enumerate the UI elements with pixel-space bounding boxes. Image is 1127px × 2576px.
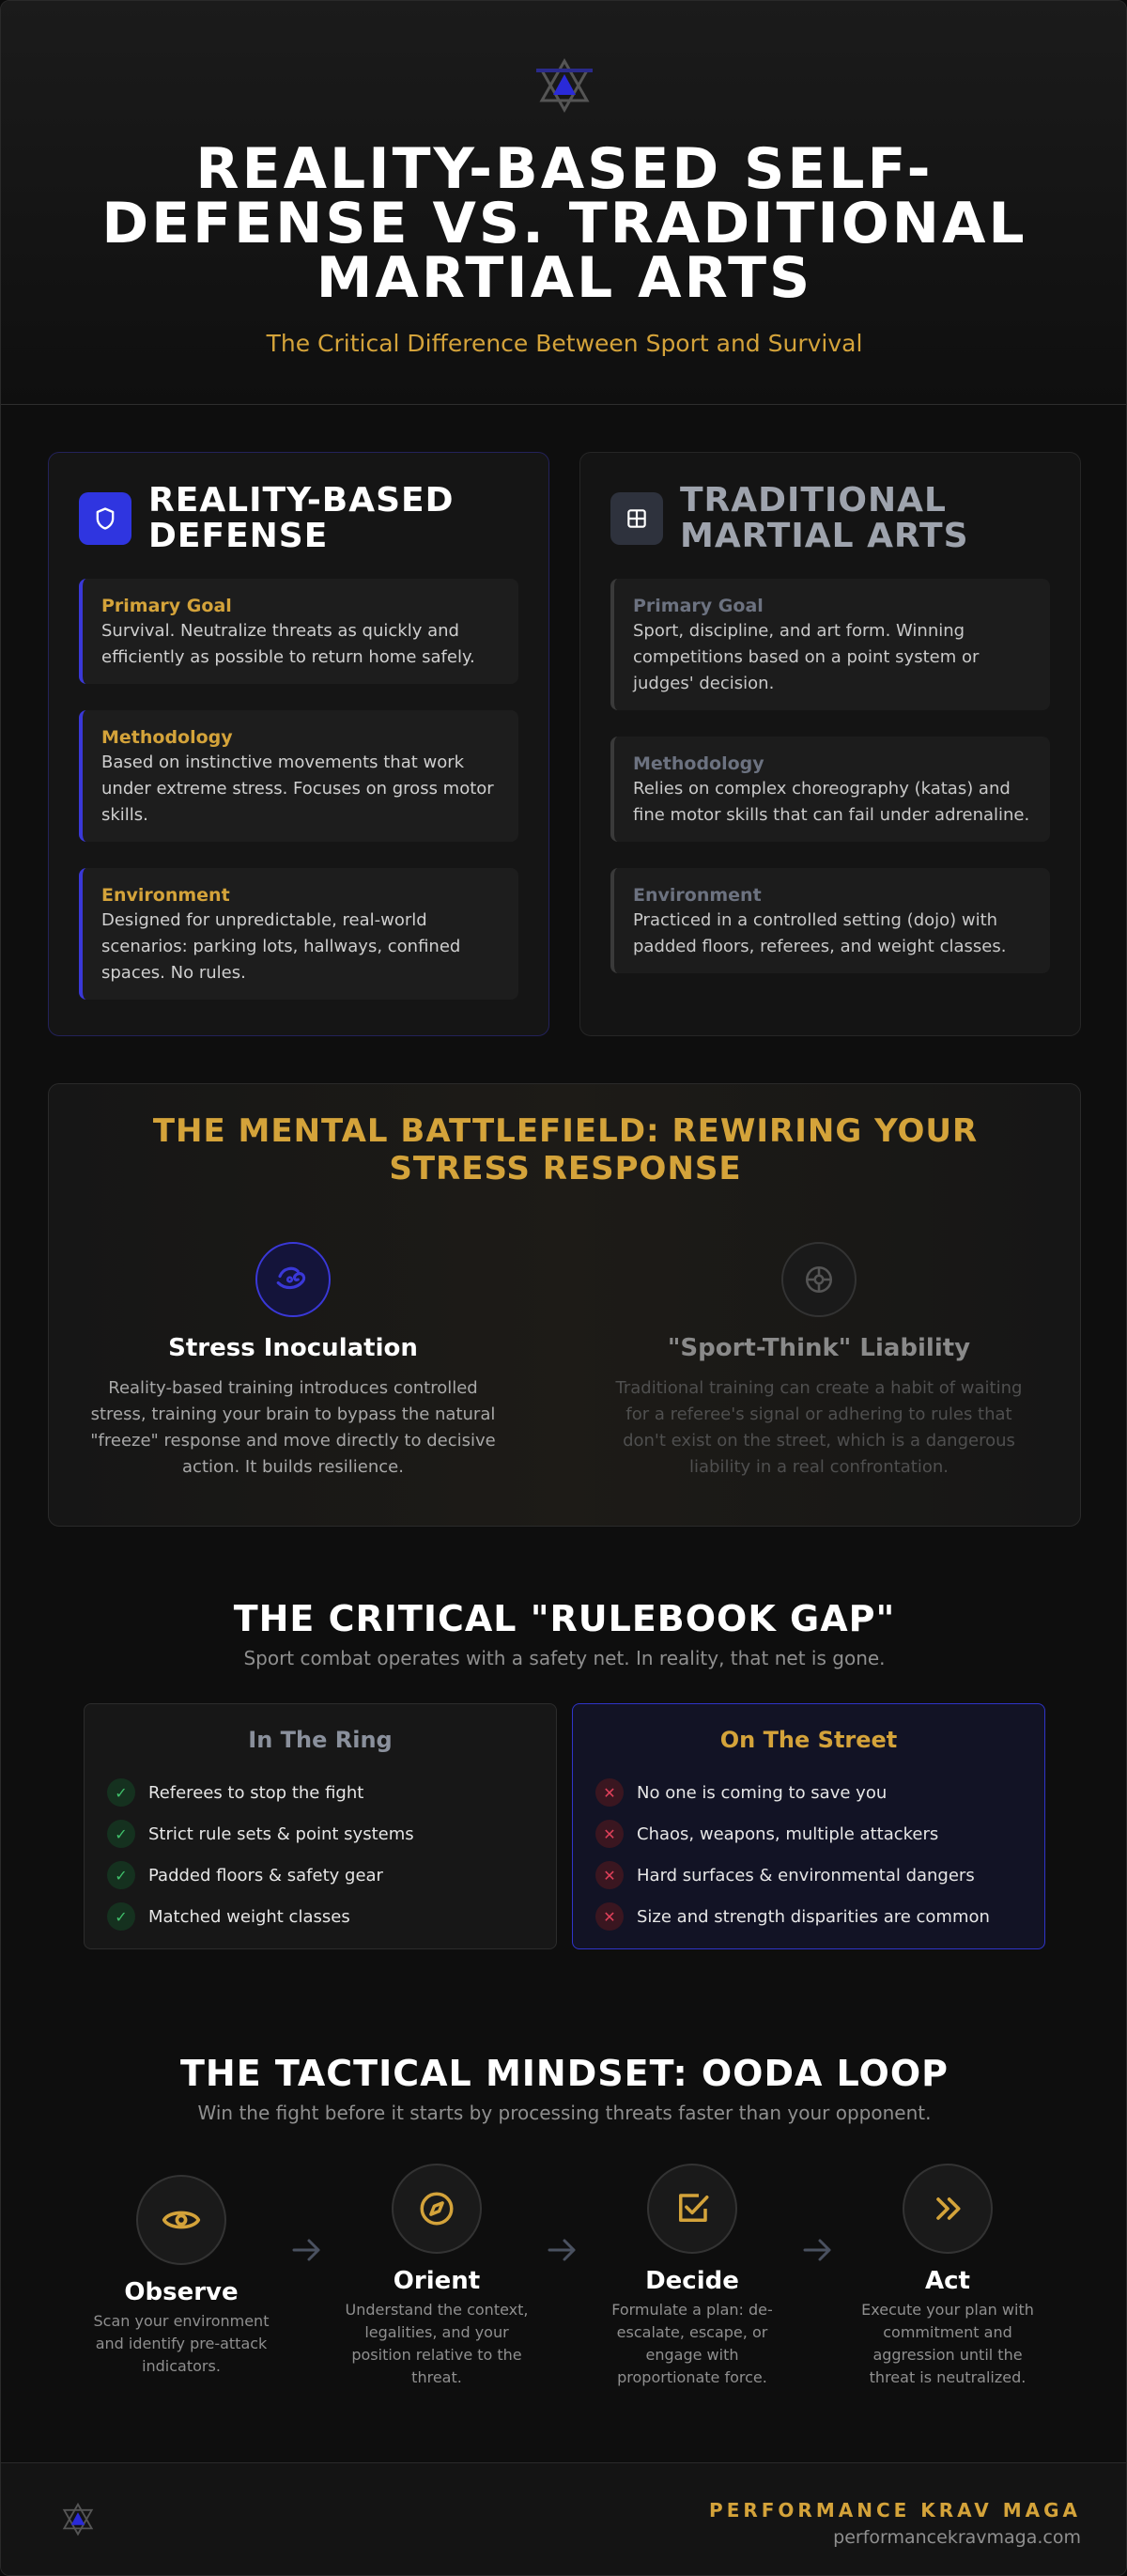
section-subtitle: Sport combat operates with a safety net. In reality, that net is gone. — [243, 1647, 886, 1669]
box-title: In The Ring — [248, 1727, 393, 1753]
fast-forward-icon — [903, 2164, 993, 2254]
check-icon: ✓ — [107, 1861, 135, 1889]
column-title: "Sport-Think" Liability — [667, 1334, 971, 1362]
sport-think-column — [612, 1242, 1026, 1481]
step-title: Act — [925, 2267, 970, 2295]
check-icon: ✓ — [107, 1820, 135, 1848]
street-list — [595, 1772, 990, 1937]
check-icon: ✓ — [107, 1902, 135, 1931]
card-header — [610, 483, 999, 554]
traditional-arts-card — [579, 452, 1081, 1036]
checkbox-icon — [647, 2164, 737, 2254]
brain-wave-icon — [255, 1242, 331, 1317]
list-item-text: Size and strength disparities are common — [637, 1906, 990, 1927]
page-title: REALITY-BASED SELF-DEFENSE VS. TRADITIONAL MARTIAL ARTS — [101, 136, 1027, 311]
item-body: Relies on complex choreography (katas) and fine motor skills that can fail under adrenaline. — [633, 779, 1030, 825]
in-the-ring-box — [84, 1703, 557, 1949]
step-title: Observe — [124, 2278, 239, 2306]
card-title: TRADITIONAL MARTIAL ARTS — [680, 481, 969, 555]
list-item — [107, 1813, 414, 1854]
comparison-item — [610, 737, 1050, 842]
list-item-text: Matched weight classes — [148, 1906, 350, 1927]
step-title: Decide — [645, 2267, 739, 2295]
comparison-item — [79, 579, 518, 684]
item-body: Survival. Neutralize threats as quickly and efficiently as possible to return home safely. — [101, 621, 475, 667]
list-item-text: Referees to stop the fight — [148, 1782, 364, 1803]
list-item-text: No one is coming to save you — [637, 1782, 888, 1803]
comparison-item — [610, 579, 1050, 710]
crosshair-icon — [781, 1242, 857, 1317]
step-title: Orient — [393, 2267, 481, 2295]
cross-icon: ✕ — [595, 1820, 624, 1848]
step-body: Execute your plan with commitment and aggression until the threat is neutralized. — [861, 2301, 1034, 2386]
arrow-right-icon — [290, 2235, 324, 2265]
list-item-text: Padded floors & safety gear — [148, 1865, 383, 1885]
section-title: THE CRITICAL "RULEBOOK GAP" — [233, 1598, 896, 1639]
stress-inoculation-column — [86, 1242, 500, 1481]
column-body: Traditional training can create a habit of waiting for a referee's signal or adhering to rules that don't exist on the street, which is a dangerous liability in a real confrontation. — [615, 1378, 1023, 1477]
list-item — [595, 1813, 990, 1854]
list-item — [595, 1772, 990, 1813]
card-header — [79, 483, 468, 554]
cross-icon: ✕ — [595, 1902, 624, 1931]
section-title: THE MENTAL BATTLEFIELD: REWIRING YOUR STRESS RESPONSE — [152, 1112, 979, 1187]
column-body: Reality-based training introduces controlled stress, training your brain to bypass the natural "freeze" response and move directly to decisive action. It builds resilience. — [90, 1378, 496, 1477]
ooda-step-observe — [87, 2175, 275, 2378]
reality-based-card — [48, 452, 549, 1036]
item-title: Primary Goal — [101, 596, 232, 616]
ooda-step-act — [854, 2164, 1042, 2389]
arrow-right-icon — [801, 2235, 835, 2265]
step-body: Understand the context, legalities, and your position relative to the threat. — [345, 2301, 529, 2386]
list-item-text: Strict rule sets & point systems — [148, 1823, 414, 1844]
footer — [1, 2462, 1127, 2576]
section-subtitle: Win the fight before it starts by processing threats faster than your opponent. — [197, 2102, 932, 2124]
check-icon: ✓ — [107, 1778, 135, 1807]
krav-maga-star-logo — [57, 2501, 99, 2537]
item-body: Sport, discipline, and art form. Winning competitions based on a point system or judges' decision. — [633, 621, 980, 693]
item-body: Based on instinctive movements that work under extreme stress. Focuses on gross motor skills. — [101, 753, 494, 825]
shield-icon — [79, 492, 131, 545]
on-the-street-box — [572, 1703, 1045, 1949]
mental-battlefield-section — [48, 1083, 1081, 1527]
column-title: Stress Inoculation — [168, 1334, 418, 1362]
cross-icon: ✕ — [595, 1861, 624, 1889]
list-item-text: Hard surfaces & environmental dangers — [637, 1865, 975, 1885]
item-body: Designed for unpredictable, real-world scenarios: parking lots, hallways, confined spaces. No rules. — [101, 910, 461, 983]
item-title: Primary Goal — [633, 596, 764, 616]
comparison-item — [610, 868, 1050, 973]
compass-icon — [392, 2164, 482, 2254]
list-item — [107, 1896, 414, 1937]
step-body: Scan your environment and identify pre-attack indicators. — [93, 2312, 270, 2375]
list-item-text: Chaos, weapons, multiple attackers — [637, 1823, 939, 1844]
step-body: Formulate a plan: de-escalate, escape, or engage with proportionate force. — [611, 2301, 773, 2386]
header — [1, 1, 1127, 405]
comparison-item — [79, 710, 518, 842]
item-title: Environment — [633, 885, 762, 906]
krav-maga-star-logo — [531, 55, 598, 114]
item-title: Environment — [101, 885, 230, 906]
item-body: Practiced in a controlled setting (dojo) with padded floors, referees, and weight classes. — [633, 910, 1007, 956]
item-title: Methodology — [633, 753, 764, 774]
footer-url-link[interactable]: performancekravmaga.com — [833, 2527, 1081, 2548]
section-title: THE TACTICAL MINDSET: OODA LOOP — [180, 2053, 949, 2094]
ooda-step-orient — [343, 2164, 531, 2389]
cross-icon: ✕ — [595, 1778, 624, 1807]
ring-list — [107, 1772, 414, 1937]
list-item — [107, 1772, 414, 1813]
footer-brand: PERFORMANCE KRAV MAGA — [709, 2499, 1081, 2522]
eye-icon — [136, 2175, 226, 2265]
list-item — [595, 1854, 990, 1896]
box-title: On The Street — [719, 1727, 898, 1753]
item-title: Methodology — [101, 727, 233, 748]
arrow-right-icon — [546, 2235, 579, 2265]
ooda-step-decide — [598, 2164, 786, 2389]
grid-icon — [610, 492, 663, 545]
card-title: REALITY-BASED DEFENSE — [148, 481, 455, 555]
page-subtitle: The Critical Difference Between Sport and Survival — [266, 330, 863, 357]
comparison-item — [79, 868, 518, 1000]
list-item — [107, 1854, 414, 1896]
list-item — [595, 1896, 990, 1937]
